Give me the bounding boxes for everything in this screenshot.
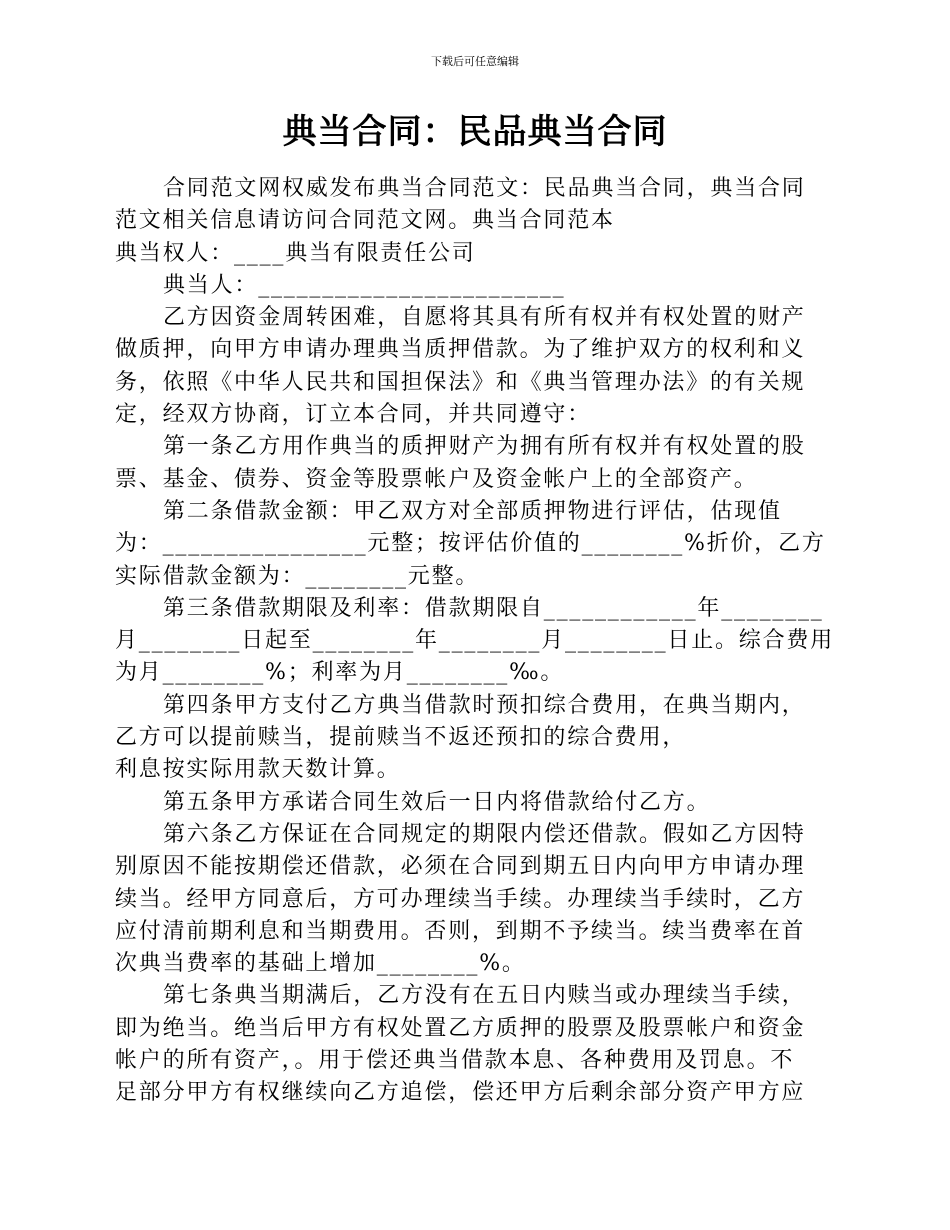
body-line: 典当权人：____典当有限责任公司 bbox=[115, 240, 476, 266]
body-line: 乙方可以提前赎当，提前赎当不返还预扣的综合费用， bbox=[115, 725, 687, 751]
body-line: 定，经双方协商，订立本合同，并共同遵守： bbox=[115, 402, 592, 428]
body-line: 第一条乙方用作典当的质押财产为拥有所有权并有权处置的股 bbox=[163, 434, 806, 460]
document-body bbox=[115, 173, 840, 1110]
body-line: 续当。经甲方同意后，方可办理续当手续。办理续当手续时，乙方 bbox=[115, 886, 806, 912]
document-title: 典当合同：民品典当合同 bbox=[282, 112, 668, 152]
body-line: 做质押，向甲方申请办理典当质押借款。为了维护双方的权利和义 bbox=[115, 337, 806, 363]
body-line: 利息按实际用款天数计算。 bbox=[115, 757, 401, 783]
body-line: 为月________%；利率为月________‰。 bbox=[115, 660, 565, 686]
body-line: 为：________________元整；按评估价值的________%折价，乙方 bbox=[115, 531, 826, 557]
body-line: 第七条典当期满后，乙方没有在五日内赎当或办理续当手续， bbox=[163, 983, 806, 1009]
body-line: 第三条借款期限及利率：借款期限自____________年________ bbox=[163, 595, 824, 621]
header-note: 下载后可任意编辑 bbox=[431, 55, 519, 68]
body-line: 务，依照《中华人民共和国担保法》和《典当管理办法》的有关规 bbox=[115, 369, 806, 395]
body-line: 票、基金、债券、资金等股票帐户及资金帐户上的全部资产。 bbox=[115, 466, 758, 492]
body-line: 第四条甲方支付乙方典当借款时预扣综合费用，在典当期内， bbox=[163, 692, 806, 718]
body-line: 应付清前期利息和当期费用。否则，到期不予续当。续当费率在首 bbox=[115, 918, 806, 944]
body-line: 范文相关信息请访问合同范文网。典当合同范本 bbox=[115, 208, 615, 234]
body-line: 第五条甲方承诺合同生效后一日内将借款给付乙方。 bbox=[163, 789, 711, 815]
body-line: 月________日起至________年________月________日止。综合费用 bbox=[115, 628, 835, 654]
body-line: 合同范文网权威发布典当合同范文：民品典当合同，典当合同 bbox=[163, 176, 806, 201]
body-line: 第二条借款金额：甲乙双方对全部质押物进行评估，估现值 bbox=[163, 498, 782, 524]
body-line: 实际借款金额为：________元整。 bbox=[115, 563, 480, 589]
body-line: 别原因不能按期偿还借款，必须在合同到期五日内向甲方申请办理 bbox=[115, 854, 806, 880]
body-line: 第六条乙方保证在合同规定的期限内偿还借款。假如乙方因特 bbox=[163, 821, 806, 847]
body-line: 帐户的所有资产，。用于偿还典当借款本息、各种费用及罚息。不 bbox=[115, 1048, 795, 1074]
body-line: 次典当费率的基础上增加________%。 bbox=[115, 951, 526, 977]
body-line: 典当人：________________________ bbox=[163, 272, 566, 298]
body-line: 足部分甲方有权继续向乙方追偿，偿还甲方后剩余部分资产甲方应 bbox=[115, 1080, 806, 1106]
body-line: 乙方因资金周转困难，自愿将其具有所有权并有权处置的财产 bbox=[163, 305, 806, 331]
body-line: 即为绝当。绝当后甲方有权处置乙方质押的股票及股票帐户和资金 bbox=[115, 1015, 806, 1041]
